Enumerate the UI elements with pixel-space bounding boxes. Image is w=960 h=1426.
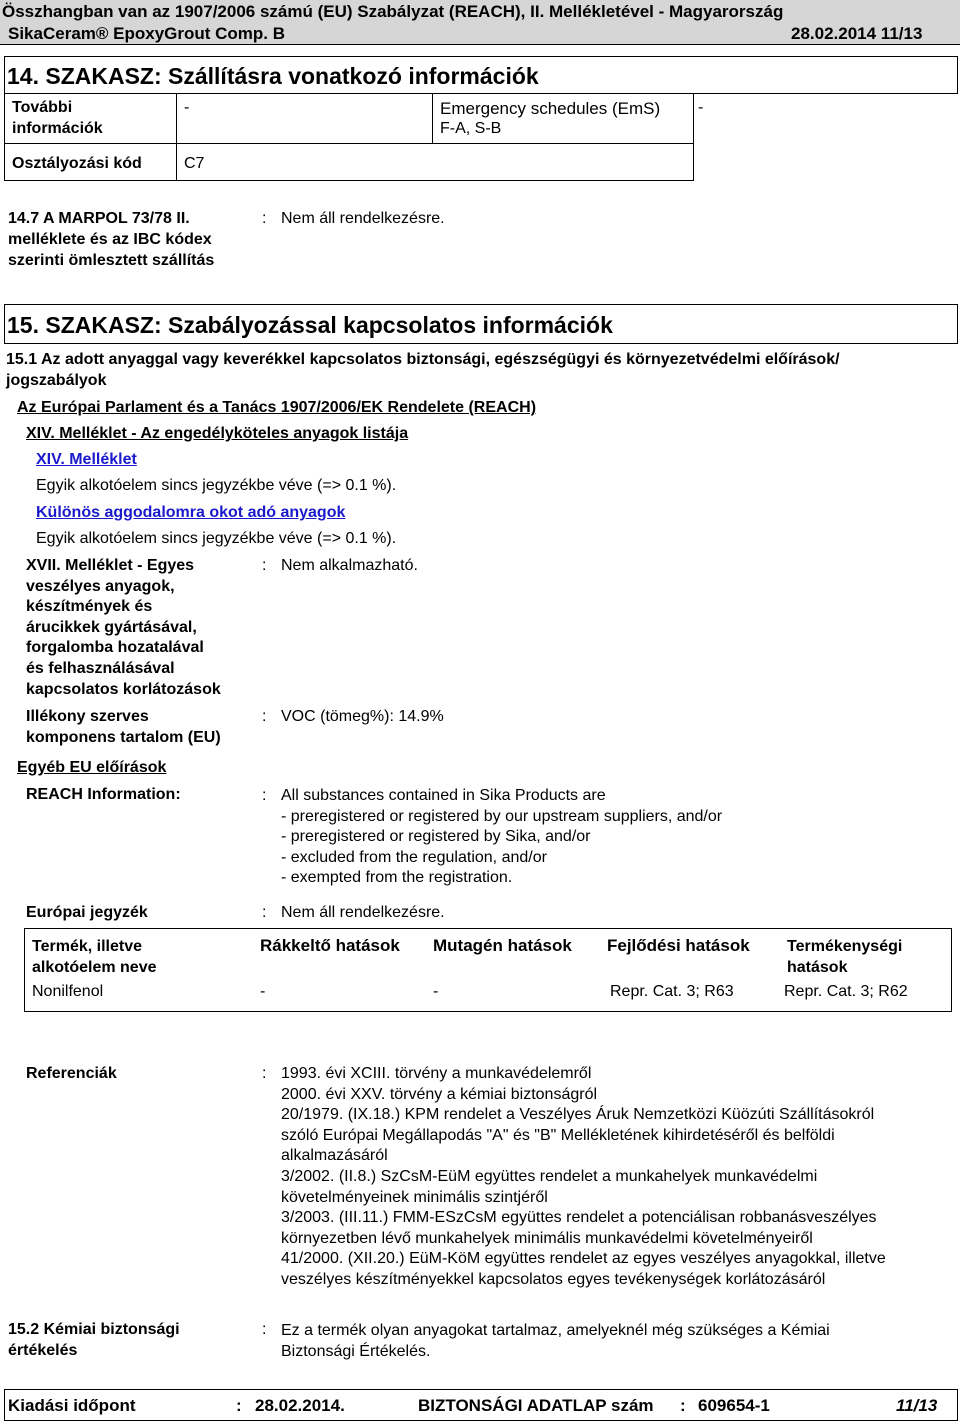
sds-number-value: 609654-1 — [698, 1396, 770, 1415]
marpol-value: Nem áll rendelkezésre. — [281, 210, 445, 227]
header-date-page: 28.02.2014 11/13 — [791, 24, 923, 43]
annex14-heading: XIV. Melléklet - Az engedélyköteles anyagok listája — [26, 425, 409, 442]
references-label: Referenciák — [26, 1065, 117, 1082]
reference-line: 3/2002. (II.8.) SzCsM-EüM együttes rendelet a munkahelyek munkavédelmi — [281, 1167, 818, 1185]
cmr-cell-substance: Nonilfenol — [32, 983, 104, 1000]
cmr-cell-fertility: Repr. Cat. 3; R62 — [784, 983, 908, 1000]
cmr-header-fertility — [787, 936, 902, 978]
annex17-colon: : — [262, 557, 267, 574]
further-info-label-line2: információk — [12, 120, 103, 137]
marpol-colon: : — [262, 210, 267, 227]
section15-title: 15. SZAKASZ: Szabályozással kapcsolatos információk — [7, 312, 613, 338]
reference-line: követelményeinek minimális szintjéről — [281, 1188, 548, 1206]
csa-label-line2: értékelés — [8, 1342, 78, 1359]
reach-info-line: - preregistered or registered by our upstream suppliers, and/or — [281, 807, 723, 825]
sds-number-colon: : — [680, 1396, 686, 1415]
reach-info-text — [281, 786, 722, 889]
transport-table-row-divider — [4, 143, 694, 144]
eu-inventory-label: Európai jegyzék — [26, 904, 148, 921]
cmr-cell-mutagenic: - — [433, 983, 439, 1000]
reference-line: 3/2003. (III.11.) FMM-ESzCsM együttes rendelet a potenciálisan robbanásveszélyes — [281, 1209, 877, 1227]
reach-regulation-heading: Az Európai Parlament és a Tanács 1907/2006/EK Rendelete (REACH) — [17, 399, 537, 416]
reference-line: szóló Európai Megállapodás "A" és "B" Mellékletének kihirdetéséről és belföldi — [281, 1126, 835, 1144]
footer-page-number: 11/13 — [896, 1396, 938, 1415]
annex17-label-line: kapcsolatos korlátozások — [26, 680, 221, 698]
issue-date-colon: : — [236, 1396, 242, 1415]
eu-inventory-value: Nem áll rendelkezésre. — [281, 904, 445, 921]
reach-info-label: REACH Information: — [26, 786, 181, 803]
marpol-label-line3: szerinti ömlesztett szállítás — [8, 252, 215, 269]
reach-info-line: - exempted from the registration. — [281, 869, 513, 887]
reach-info-line: - excluded from the regulation, and/or — [281, 848, 547, 866]
cmr-header-developmental: Fejlődési hatások — [607, 936, 750, 955]
annex17-label-line: forgalomba hozatalával — [26, 639, 204, 657]
svhc-link[interactable]: Különös aggodalomra okot adó anyagok — [36, 504, 346, 521]
annex17-label-line: XVII. Melléklet - Egyes — [26, 557, 195, 574]
csa-label-line1: 15.2 Kémiai biztonsági — [8, 1321, 180, 1338]
subsection-15-1-line2: jogszabályok — [6, 372, 107, 389]
reference-line: 20/1979. (IX.18.) KPM rendelet a Veszélyes Áruk Nemzetközi Küözúti Szállításokról — [281, 1106, 875, 1124]
classification-code-label: Osztályozási kód — [12, 155, 142, 172]
references-text — [281, 1064, 886, 1291]
annex14-text: Egyik alkotóelem sincs jegyzékbe véve (=> 0.1 %). — [36, 477, 397, 494]
reference-line: 2000. évi XXV. törvény a kémiai biztonságról — [281, 1085, 598, 1103]
annex14-link[interactable]: XIV. Melléklet — [36, 451, 137, 468]
cmr-header-mutagenic: Mutagén hatások — [433, 936, 572, 955]
csa-colon: : — [262, 1321, 267, 1338]
reference-line: környezetben lévő munkahelyek minimális munkavédelmi követelményeiről — [281, 1229, 813, 1247]
further-info-value: - — [184, 99, 190, 116]
reach-info-line: - preregistered or registered by Sika, and/or — [281, 828, 591, 846]
cmr-header-product-line: alkotóelem neve — [32, 959, 157, 976]
ems-extra-value: - — [698, 99, 704, 116]
annex17-label — [26, 556, 221, 700]
product-name: SikaCeram® EpoxyGrout Comp. B — [8, 24, 286, 43]
reference-line: veszélyes készítményekkel kapcsolatos egyes tevékenységek korlátozásáról — [281, 1270, 826, 1288]
cmr-header-product — [32, 936, 157, 978]
section15-title-box — [4, 304, 958, 344]
transport-table-col-divider-1 — [176, 93, 177, 181]
annex17-label-line: és felhasználásával — [26, 659, 175, 677]
cmr-cell-carcinogenic: - — [260, 983, 266, 1000]
eu-inventory-colon: : — [262, 904, 267, 921]
annex17-label-line: veszélyes anyagok, — [26, 577, 175, 595]
voc-label-line2: komponens tartalom (EU) — [26, 729, 221, 746]
other-eu-regulations-heading: Egyéb EU előírások — [17, 759, 167, 776]
reference-line: alkalmazásáról — [281, 1147, 388, 1165]
svhc-text: Egyik alkotóelem sincs jegyzékbe véve (=> 0.1 %). — [36, 530, 397, 547]
annex17-label-line: készítmények és — [26, 598, 153, 616]
cmr-header-carcinogenic: Rákkeltő hatások — [260, 936, 400, 955]
reach-info-colon: : — [262, 787, 267, 804]
reach-info-line: All substances contained in Sika Products are — [281, 787, 606, 804]
section14-title: 14. SZAKASZ: Szállításra vonatkozó információk — [7, 63, 539, 89]
csa-text — [281, 1321, 830, 1362]
ems-label: Emergency schedules (EmS) — [440, 99, 661, 118]
ems-value: F-A, S-B — [440, 120, 502, 137]
regulation-header-title: Összhangban van az 1907/2006 számú (EU) Szabályzat (REACH), II. Mellékletével - Magyarország — [2, 2, 784, 21]
cmr-header-fertility-line: Termékenységi — [787, 938, 903, 955]
references-colon: : — [262, 1065, 267, 1082]
voc-label-line1: Illékony szerves — [26, 708, 149, 725]
reference-line: 41/2000. (XII.20.) EüM-KöM együttes rendelet az egyes veszélyes anyagokkal, illetve — [281, 1250, 886, 1268]
issue-date-label: Kiadási időpont — [8, 1396, 136, 1415]
voc-value: VOC (tömeg%): 14.9% — [281, 708, 444, 725]
issue-date-value: 28.02.2014. — [255, 1396, 345, 1415]
cmr-header-product-line: Termék, illetve — [32, 938, 142, 955]
transport-table-col-divider-2 — [432, 93, 433, 143]
csa-line: Ez a termék olyan anyagokat tartalmaz, amelyeknél még szükséges a Kémiai — [281, 1322, 830, 1339]
further-info-label-line1: További — [12, 99, 73, 116]
classification-code-value: C7 — [184, 155, 205, 172]
header-divider — [0, 44, 960, 45]
marpol-label-line2: melléklete és az IBC kódex — [8, 231, 212, 248]
csa-line: Biztonsági Értékelés. — [281, 1342, 431, 1360]
marpol-label-line1: 14.7 A MARPOL 73/78 II. — [8, 210, 190, 227]
cmr-cell-developmental: Repr. Cat. 3; R63 — [610, 983, 734, 1000]
annex17-value: Nem alkalmazható. — [281, 557, 418, 574]
voc-colon: : — [262, 708, 267, 725]
reference-line: 1993. évi XCIII. törvény a munkavédelemről — [281, 1065, 592, 1082]
cmr-header-fertility-line: hatások — [787, 959, 848, 976]
section14-title-box — [4, 56, 958, 94]
annex17-label-line: árucikkek gyártásával, — [26, 618, 197, 636]
sds-number-label: BIZTONSÁGI ADATLAP szám — [418, 1396, 654, 1415]
subsection-15-1-line1: 15.1 Az adott anyaggal vagy keverékkel kapcsolatos biztonsági, egészségügyi és környezetvédelmi előírások/ — [6, 351, 840, 368]
